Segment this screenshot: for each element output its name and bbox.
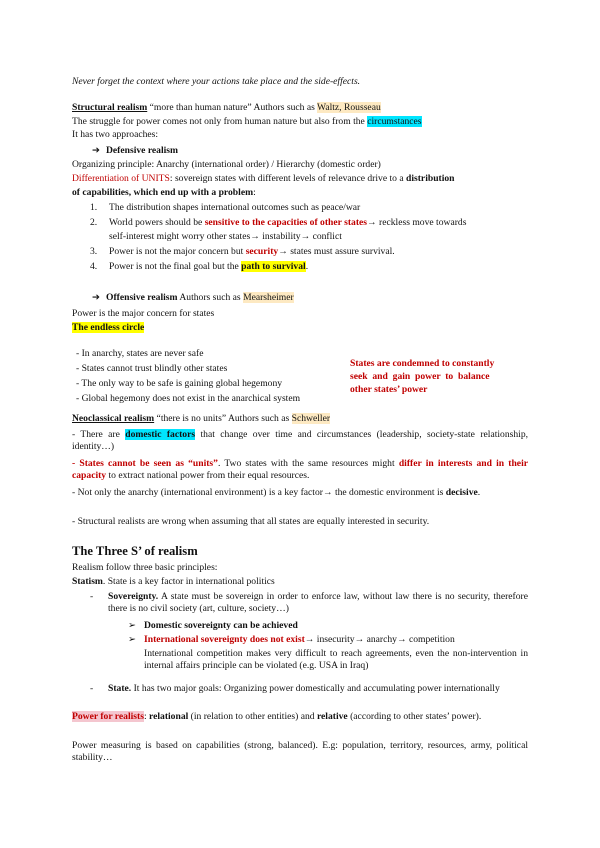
- neoclassical-p2: - States cannot be seen as “units”. Two states with the same resources might differ in interests and in their capacity to extract national power from their equal resources.: [72, 458, 528, 482]
- list-item: 2. World powers should be sensitive to the capacities of other states→ reckless move towards: [90, 217, 467, 228]
- structural-approaches: It has two approaches:: [72, 129, 159, 140]
- power-measuring: Power measuring is based on capabilities (strong, balanced). E.g: population, territory, resources, army, political stability…: [72, 740, 528, 764]
- circle-item: - States cannot trust blindly other states: [76, 363, 228, 374]
- differentiation-line2: of capabilities, which end up with a problem:: [72, 187, 256, 198]
- arrow-bullet-icon: ➢: [128, 634, 137, 645]
- international-sovereignty: ➢ International sovereignty does not exist→ insecurity→ anarchy→ competition: [128, 634, 455, 645]
- three-s-follow: Realism follow three basic principles:: [72, 562, 218, 573]
- condemned-note: seek and gain power to balance: [350, 371, 490, 382]
- domestic-sovereignty: ➢ Domestic sovereignty can be achieved: [128, 620, 298, 631]
- circle-item: - Global hegemony does not exist in the anarchical system: [76, 393, 301, 404]
- statism-line: Statism. State is a key factor in international politics: [72, 576, 275, 587]
- power-major: Power is the major concern for states: [72, 308, 215, 319]
- neoclassical-p1: - There are domestic factors that change over time and circumstances (leadership, society-state relationship, identity…): [72, 429, 529, 453]
- power-for-realists: Power for realists: relational (in relation to other entities) and relative (according to other states’ power).: [72, 711, 482, 722]
- neoclassical-heading: Neoclassical realism “there is no units” Authors such as Schweller: [72, 413, 331, 424]
- differentiation-line1: Differentiation of UNITS: sovereign states with different levels of relevance drive to a distribution: [72, 173, 455, 184]
- defensive-heading: ➔ Defensive realism: [92, 145, 179, 156]
- circle-item: - In anarchy, states are never safe: [76, 348, 204, 359]
- structural-title: Structural realism: [72, 102, 148, 113]
- endless-circle-title: The endless circle: [72, 322, 145, 333]
- list-item: 1. The distribution shapes international outcomes such as peace/war: [90, 202, 361, 213]
- structural-heading: Structural realism “more than human nature” Authors such as Waltz, Rousseau: [72, 102, 381, 113]
- structural-struggle: The struggle for power comes not only from human nature but also from the circumstances: [72, 116, 422, 127]
- three-s-heading: The Three S’ of realism: [72, 544, 198, 558]
- structural-authors: Waltz, Rousseau: [317, 102, 381, 113]
- list-item: 3. Power is not the major concern but security→ states must assure survival.: [90, 246, 395, 257]
- arrow-bullet-icon: ➢: [128, 620, 137, 631]
- neoclassical-p4: - Structural realists are wrong when assuming that all states are equally interested in security.: [72, 516, 430, 527]
- arrow-icon: ➔: [92, 145, 101, 156]
- arrow-icon: ➔: [92, 292, 101, 303]
- list-item-cont: self-interest might worry other states→ instability→ conflict: [109, 231, 342, 242]
- dash-bullet: -: [90, 683, 94, 694]
- offensive-heading: ➔ Offensive realism Authors such as Mearsheimer: [92, 292, 294, 303]
- international-competition: International competition makes very difficult to reach agreements, even the non-intervention in internal affairs principle can be violated (e.g. USA in Iraq): [144, 648, 528, 672]
- neoclassical-p3: - Not only the anarchy (international environment) is a key factor→ the domestic environment is decisive.: [72, 487, 481, 498]
- state-paragraph: State. It has two major goals: Organizing power domestically and accumulating power internationally: [108, 683, 500, 694]
- intro-line: Never forget the context where your actions take place and the side-effects.: [72, 76, 361, 87]
- list-item: 4. Power is not the final goal but the path to survival.: [90, 261, 309, 272]
- circle-item: - The only way to be safe is gaining global hegemony: [76, 378, 283, 389]
- condemned-note: other states’ power: [350, 384, 428, 395]
- sovereignty-paragraph: Sovereignty. A state must be sovereign in order to enforce law, without law there is no security, therefore there is no civil society (art, culture, society…): [108, 591, 528, 615]
- dash-bullet: -: [90, 591, 94, 602]
- condemned-note: States are condemned to constantly: [350, 358, 495, 369]
- organizing-principle: Organizing principle: Anarchy (international order) / Hierarchy (domestic order): [72, 159, 381, 170]
